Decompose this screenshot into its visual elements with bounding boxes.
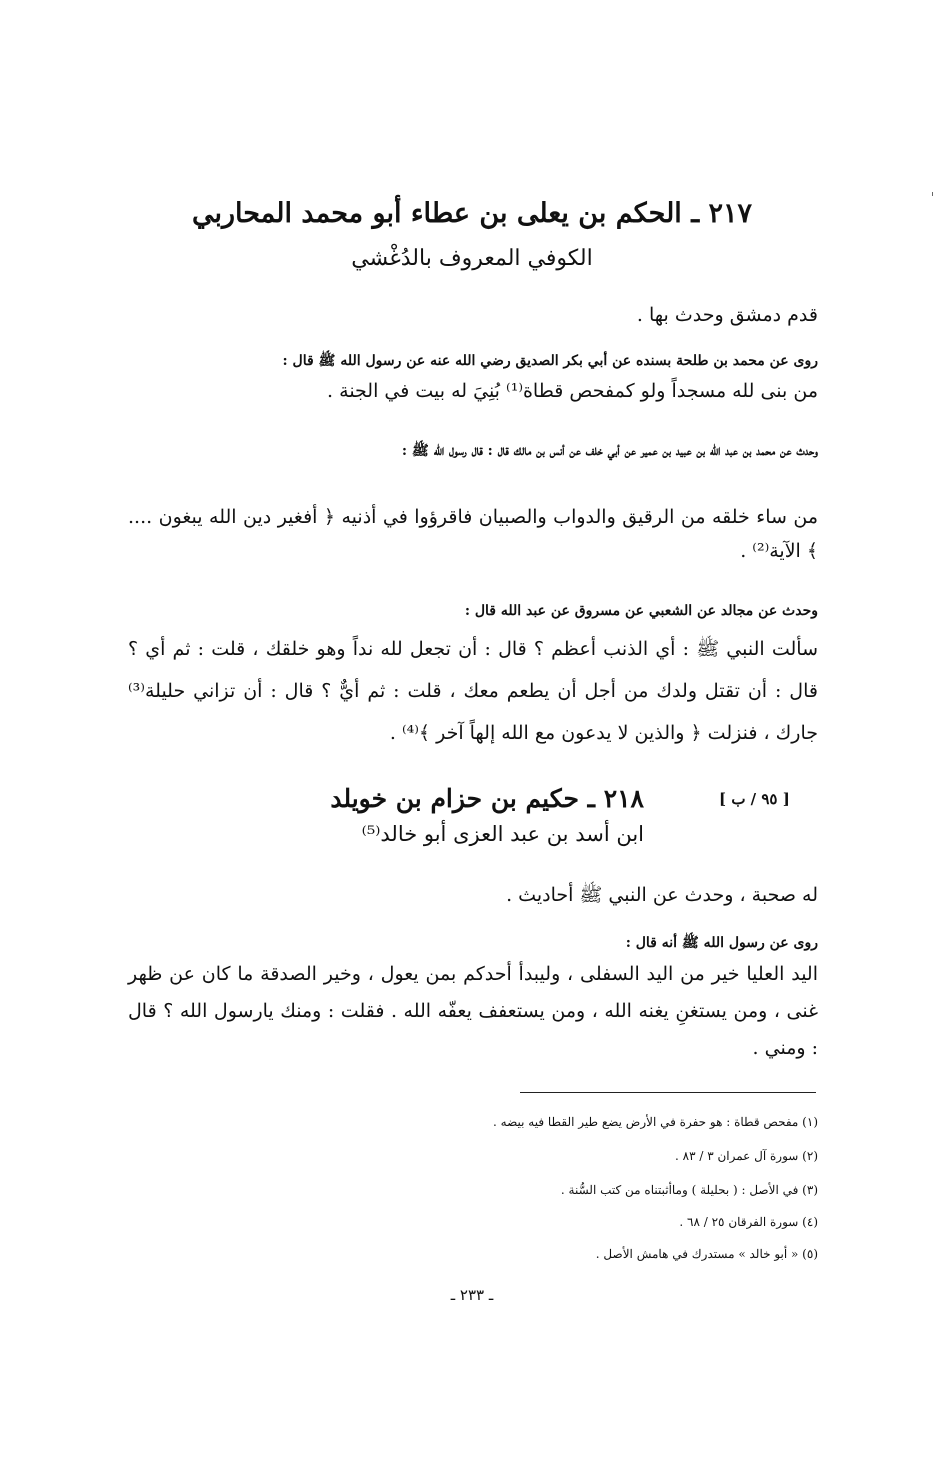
entry-217-subtitle: الكوفي المعروف بالدُغْشي — [351, 246, 593, 271]
entry-217-isnad-1: روى عن محمد بن طلحة بسنده عن أبي بكر الصديق رضي الله عنه عن رسول الله ﷺ قال : — [282, 353, 818, 369]
entry-217-title: ٢١٧ ـ الحكم بن يعلى بن عطاء أبو محمد المحاربي — [191, 198, 753, 229]
entry-217-isnad-2: وحدث عن محمد بن عبد الله بن عبيد بن عمير عن أبي خلف عن أنس بن مالك قال : قال رسول الله ﷺ : — [401, 443, 818, 459]
entry-218-hadith: اليد العليا خير من اليد السفلى ، وليبدأ أحدكم بمن يعول ، وخير الصدقة ما كان عن ظهر غنى ، ومن يستغنِ يغنه الله ، ومن يستعفف يعفّه الله . فقلت : ومنك يارسول الله ؟ قال : ومني . — [128, 963, 818, 1059]
folio-marker: [ ٩٥ / ب ] — [719, 790, 790, 808]
entry-218-title: ٢١٨ ـ حكيم بن حزام بن خويلد — [330, 784, 644, 813]
footnote-5: (٥) « أبو خالد » مستدرك في هامش الأصل . — [595, 1247, 818, 1261]
entry-218-isnad: روى عن رسول الله ﷺ أنه قال : — [625, 935, 818, 951]
footnote-1: (١) مفحص قطاة : هو حفرة في الأرض يضع طير القطا فيه بيضه . — [493, 1115, 818, 1129]
entry-217-hadith-3: سألت النبي ﷺ : أي الذنب أعظم ؟ قال : أن تجعل لله نداً وهو خلقك ، قلت : ثم أي ؟ قال : أن تقتل ولدك من أجل أن يطعم معك ، قلت : ثم أيٌّ ؟ قال : أن تزاني حليلة⁽³⁾ جارك ، فنزلت ﴿ والذين لا يدعون مع الله إلهاً آخر ﴾⁽⁴⁾ . — [128, 638, 818, 744]
footnote-separator — [520, 1092, 816, 1093]
entry-217-isnad-3: وحدث عن مجالد عن الشعبي عن مسروق عن عبد الله قال : — [464, 603, 818, 619]
page-edge-mark — [932, 192, 933, 196]
footnote-4: (٤) سورة الفرقان ٢٥ / ٦٨ . — [679, 1215, 818, 1229]
entry-217-intro: قدم دمشق وحدث بها . — [636, 304, 818, 326]
page-number: ـ ٢٣٣ ـ — [450, 1286, 494, 1304]
footnote-3: (٣) في الأصل : ( بحليلة ) وماأثبتناه من كتب السُّنة . — [560, 1183, 818, 1197]
entry-217-hadith-1: من بنى لله مسجداً ولو كمفحص قطاة⁽¹⁾ بُنِيَ له بيت في الجنة . — [327, 380, 818, 402]
entry-217-hadith-2: من ساء خلقه من الرقيق والدواب والصبيان فاقرؤوا في أذنيه ﴿ أفغير دين الله يبغون .... ﴾ الآية⁽²⁾ . — [128, 506, 818, 562]
entry-218-subtitle: ابن أسد بن عبد العزى أبو خالد⁽⁵⁾ — [361, 822, 644, 846]
entry-218-intro: له صحبة ، وحدث عن النبي ﷺ أحاديث . — [506, 884, 818, 906]
footnote-2: (٢) سورة آل عمران ٣ / ٨٣ . — [675, 1149, 818, 1163]
